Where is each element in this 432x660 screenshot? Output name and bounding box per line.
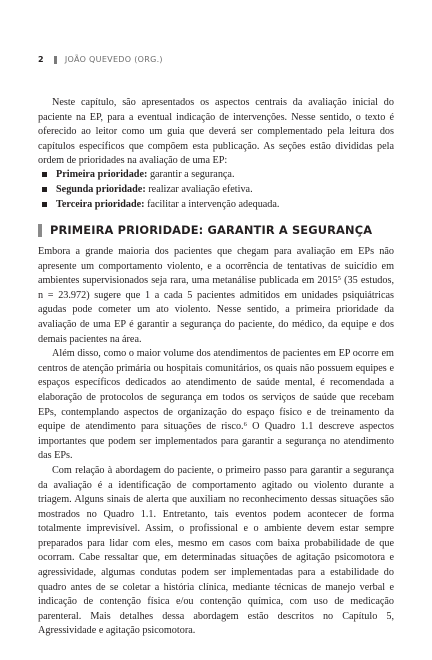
list-item — [38, 197, 394, 212]
body-paragraph — [38, 245, 394, 347]
priority-label: Terceira prioridade: — [56, 199, 145, 210]
header-separator — [54, 56, 57, 64]
square-bullet-icon — [42, 172, 47, 177]
paragraph-text: (35 estudos, n = 23.972) sugere que 1 a cada 5 pacientes admitidos em unidades psiquiátricas agudas pode cometer um ato violento. Nesse sentido, a primeira prioridade da avaliação de uma EP é garantir a segurança do paciente, do médico, da equipe e dos demais pacientes na área. — [38, 275, 394, 345]
priority-label: Segunda prioridade: — [56, 184, 146, 195]
priority-label: Primeira prioridade: — [56, 169, 148, 180]
section-title: PRIMEIRA PRIORIDADE: GARANTIR A SEGURANÇA — [50, 223, 373, 237]
list-item — [38, 182, 394, 197]
square-bullet-icon — [42, 202, 47, 207]
heading-bar-icon — [38, 224, 42, 237]
priority-text: garantir a segurança. — [147, 169, 235, 180]
section-body — [38, 245, 394, 639]
intro-paragraph: Neste capítulo, são apresentados os aspectos centrais da avaliação inicial do paciente na EP, para a eventual indicação de intervenções. Nesse sentido, o texto é oferecido ao leitor como um guia que deverá ser complementado pela leitura dos capítulos específicos que compõem esta publicação. As seções estão divididas pela ordem de prioridades na avaliação de uma EP: — [38, 97, 394, 167]
square-bullet-icon — [42, 187, 47, 192]
body-paragraph: Com relação à abordagem do paciente, o primeiro passo para garantir a segurança da avaliação é a identificação de comportamento agitado ou violento durante a triagem. Alguns sinais de alerta que auxiliam no reconhecimento dessas situações são mostrados no Quadro 1.1. Entretanto, tais eventos podem acontecer de forma totalmente imprevisível. Assim, o profissional e o ambiente devem estar sempre preparados para lidar com eles, mesmo em casos com baixa probabilidade de que ocorram. Cabe ressaltar que, em determinadas situações de agitação psicomotora e agressividade, algumas condutas podem ser implementadas para a estabilidade do quadro antes de se coletar a história clínica, mediante técnicas de manejo verbal e indicação de contenção física e/ou contenção química, com uso de medicação parenteral. Mais detalhes dessa abordagem estão descritos no Capítulo 5, Agressividade e agitação psicomotora. — [38, 464, 394, 637]
body-paragraph — [38, 347, 394, 464]
section-heading — [38, 221, 398, 239]
priority-text: facilitar a intervenção adequada. — [144, 199, 280, 210]
reference-marker: 6 — [243, 421, 247, 429]
page-number: 2 — [38, 55, 44, 64]
intro-section — [38, 96, 394, 169]
reference-marker: 5 — [337, 275, 342, 283]
running-head-author: JOÃO QUEVEDO (ORG.) — [64, 55, 163, 64]
paragraph-text: O Quadro 1.1 descreve aspectos importantes que podem ser implementados para garantir a segurança no atendimento das EPs. — [38, 421, 394, 462]
priority-list — [38, 167, 394, 212]
list-item — [38, 167, 394, 182]
paragraph-text: Além disso, como o maior volume dos atendimentos de pacientes em EP ocorre em centros de atenção primária ou hospitais comunitários, os quais não possuem equipes e espaços específicos dedicados ao atendimento de saúde mental, é recomendada a elaboração de protocolos de segurança em todos os serviços de saúde que recebam EPs, contemplando aspectos de organização do espaço físico e de treinamento da equipe de atendimento para situações de risco. — [38, 348, 394, 433]
running-head — [38, 55, 163, 64]
paragraph-text: Embora a grande maioria dos pacientes que chegam para avaliação em EPs não apresente um comportamento violento, e a ocorrência de tentativas de suicídio em ambientes supervisionados seja rara, uma metanálise publicada em 2015 — [38, 246, 394, 287]
priority-text: realizar avaliação efetiva. — [145, 184, 253, 195]
